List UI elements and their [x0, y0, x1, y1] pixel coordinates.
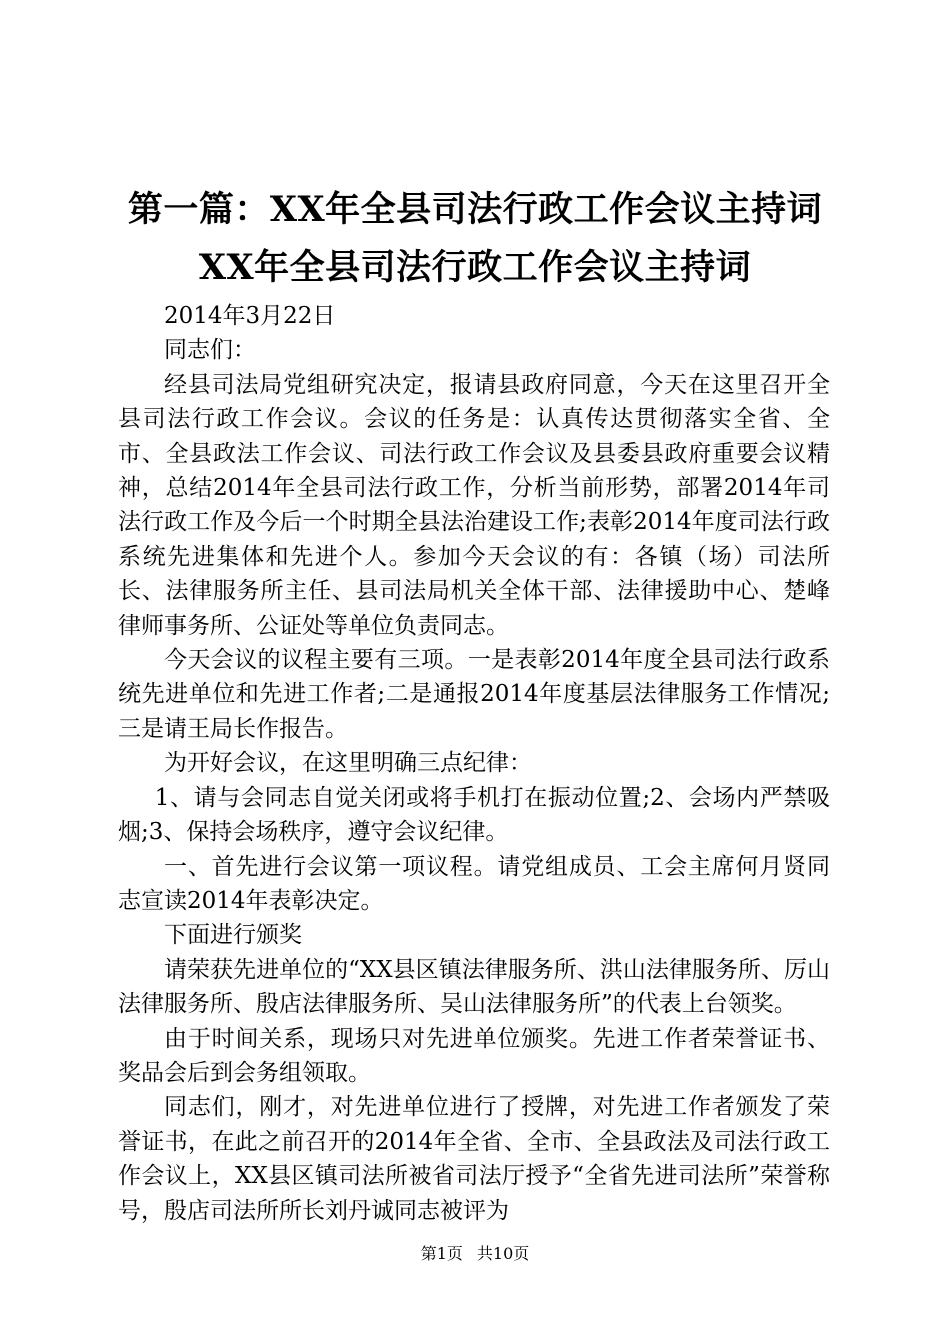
paragraph: 1、请与会同志自觉关闭或将手机打在振动位置;2、会场内严禁吸烟;3、保持会场秩序，遵守会议纪律。 [118, 784, 830, 846]
paragraph: 请荣获先进单位的“XX县区镇法律服务所、洪山法律服务所、厉山法律服务所、殷店法律服务所、吴山法律服务所”的代表上台领奖。 [118, 956, 830, 1018]
date-line: 2014年3月22日 [164, 303, 336, 329]
salutation: 同志们： [164, 337, 256, 364]
paragraph: 同志们，刚才，对先进单位进行了授牌，对先进工作者颁发了荣誉证书，在此之前召开的2014年全省、全市、全县政法及司法行政工作会议上，XX县区镇司法所被省司法厅授予“全省先进司法所”荣誉称号，殷店司法所所长刘丹诚同志被评为 [118, 1094, 830, 1224]
document-body [118, 299, 830, 1228]
page-total: 共10页 [476, 1244, 530, 1263]
paragraph: 一、首先进行会议第一项议程。请党组成员、工会主席何月贤同志宣读2014年表彰决定。 [118, 853, 830, 914]
page-footer [0, 1243, 950, 1265]
paragraph: 经县司法局党组研究决定，报请县政府同意，今天在这里召开全县司法行政工作会议。会议的任务是：认真传达贯彻落实全省、全市、全县政法工作会议、司法行政工作会议及县委县政府重要会议精神，总结2014年全县司法行政工作，分析当前形势，部署2014年司法行政工作及今后一个时期全县法治建设工作;表彰2014年度司法行政系统先进集体和先进个人。参加今天会议的有：各镇（场）司法所长、法律服务所主任、县司法局机关全体干部、法律援助中心、楚峰律师事务所、公证处等单位负责同志。 [118, 371, 830, 639]
page-number: 第1页 [420, 1244, 463, 1263]
paragraph: 下面进行颁奖 [164, 922, 302, 949]
document-title: 第一篇：XX年全县司法行政工作会议主持词 [127, 189, 823, 230]
paragraph: 为开好会议，在这里明确三点纪律： [164, 750, 532, 777]
document-subtitle: XX年全县司法行政工作会议主持词 [198, 247, 752, 288]
paragraph: 今天会议的议程主要有三项。一是表彰2014年度全县司法行政系统先进单位和先进工作者;二是通报2014年度基层法律服务工作情况;三是请王局长作报告。 [118, 647, 830, 742]
paragraph: 由于时间关系，现场只对先进单位颁奖。先进工作者荣誉证书、奖品会后到会务组领取。 [118, 1025, 830, 1086]
